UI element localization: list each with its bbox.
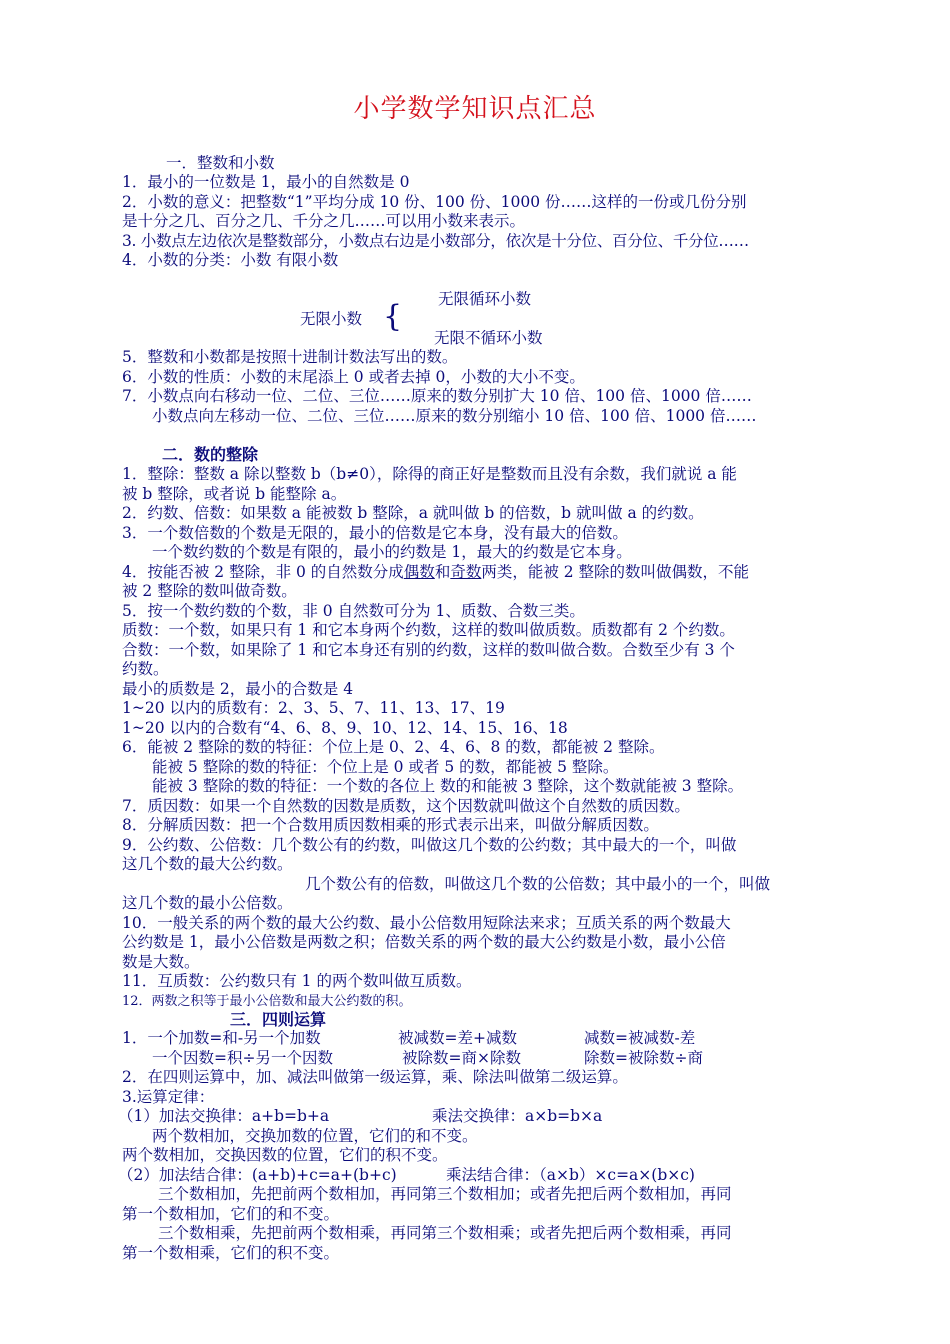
text-line: 两个数相加，交换加数的位置，它们的和不变。: [152, 1127, 478, 1145]
formula-text: 一个因数=积÷另一个因数: [152, 1049, 333, 1067]
formula-text: 除数=被除数÷商: [584, 1049, 703, 1067]
section1-heading: 一．整数和小数: [166, 154, 275, 172]
text-line: 6．能被 2 整除的数的特征：个位上是 0、2、4、6、8 的数，都能被 2 整除。: [122, 738, 665, 756]
text-line: 5．整数和小数都是按照十进制计数法写出的数。: [122, 348, 458, 366]
text-line: 7．质因数：如果一个自然数的因数是质数，这个因数就叫做这个自然数的质因数。: [122, 797, 690, 815]
section2-heading: 二．数的整除: [162, 445, 259, 464]
text-line: 数是大数。: [122, 953, 200, 971]
text-line: 这几个数的最大公约数。: [122, 855, 293, 873]
infinite-decimal-label: 无限小数: [300, 310, 363, 328]
text-line: 小数点向左移动一位、二位、三位……原来的数分别缩小 10 倍、100 倍、1000 倍……: [152, 407, 757, 425]
formula-text: 1．一个加数=和-另一个加数: [122, 1029, 321, 1047]
brace-icon: {: [383, 299, 403, 334]
section3-heading: 三．四则运算: [230, 1010, 327, 1029]
text-line: 2．小数的意义：把整数“1”平均分成 10 份、100 份、1000 份……这样的一份或几份分别: [122, 193, 747, 211]
text-span: 两类，能被 2 整除的数叫做偶数，不能: [481, 563, 750, 581]
text-line: 是十分之几、百分之几、千分之几……可以用小数来表示。: [122, 212, 526, 230]
text-line: 10．一般关系的两个数的最大公约数、最小公倍数用短除法来求；互质关系的两个数最大: [122, 914, 731, 932]
formula-text: （1）加法交换律：a+b=b+a: [118, 1107, 330, 1125]
underlined-term-even: 偶数: [403, 563, 435, 581]
text-line: 7．小数点向右移动一位、二位、三位……原来的数分别扩大 10 倍、100 倍、1000 倍……: [122, 387, 752, 405]
text-line: 4．小数的分类：小数 有限小数: [122, 251, 339, 269]
text-line: 质数：一个数，如果只有 1 和它本身两个约数，这样的数叫做质数。质数都有 2 个约数。: [122, 621, 735, 639]
text-line: 几个数公有的倍数，叫做这几个数的公倍数；其中最小的一个，叫做: [305, 875, 771, 893]
text-line: 两个数相加，交换因数的位置，它们的积不变。: [122, 1146, 448, 1164]
text-line: 3.运算定律：: [122, 1088, 215, 1106]
text-line: 一个数约数的个数是有限的，最小的约数是 1，最大的约数是它本身。: [152, 543, 632, 561]
text-line: 三个数相乘，先把前两个数相乘，再同第三个数相乘；或者先把后两个数相乘，再同: [158, 1224, 732, 1242]
text-line: 被 2 整除的数叫做奇数。: [122, 582, 297, 600]
text-line: 被 b 整除，或者说 b 能整除 a。: [122, 485, 347, 503]
text-line: 2．约数、倍数：如果数 a 能被数 b 整除，a 就叫做 b 的倍数，b 就叫做 a 的约数。: [122, 504, 704, 522]
text-line: 6．小数的性质：小数的末尾添上 0 或者去掉 0，小数的大小不变。: [122, 368, 585, 386]
text-line: 1．整除：整数 a 除以整数 b（b≠0），除得的商正好是整数而且没有余数，我们就说 a 能: [122, 465, 737, 483]
formula-text: 乘法交换律：a×b=b×a: [432, 1107, 603, 1125]
text-span: 和: [434, 563, 451, 581]
text-line: [122, 563, 749, 582]
text-line: 能被 5 整除的数的特征：个位上是 0 或者 5 的数，都能被 5 整除。: [152, 758, 619, 776]
text-line: 合数：一个数，如果除了 1 和它本身还有别的约数，这样的数叫做合数。合数至少有 3 个: [122, 641, 735, 659]
text-line: 能被 3 整除的数的特征：一个数的各位上 数的和能被 3 整除，这个数就能被 3 整除。: [152, 777, 744, 795]
text-line: 约数。: [122, 660, 169, 678]
text-line: 3. 小数点左边依次是整数部分，小数点右边是小数部分，依次是十分位、百分位、千分位……: [122, 232, 749, 250]
text-line: 最小的质数是 2，最小的合数是 4: [122, 680, 354, 698]
text-line: 12．两数之积等于最小公倍数和最大公约数的积。: [122, 994, 412, 1009]
nonrecurring-decimal-label: 无限不循环小数: [434, 329, 543, 347]
text-line: 9．公约数、公倍数：几个数公有的约数，叫做这几个数的公约数；其中最大的一个，叫做: [122, 836, 737, 854]
formula-text: 乘法结合律：（a×b）×c=a×(b×c): [446, 1166, 695, 1184]
text-line: 这几个数的最小公倍数。: [122, 894, 293, 912]
formula-text: 被减数=差+减数: [398, 1029, 517, 1047]
text-line: 11．互质数：公约数只有 1 的两个数叫做互质数。: [122, 972, 472, 990]
formula-text: （2）加法结合律：(a+b)+c=a+(b+c): [118, 1166, 397, 1184]
text-line: 3．一个数倍数的个数是无限的，最小的倍数是它本身，没有最大的倍数。: [122, 524, 628, 542]
underlined-term-odd: 奇数: [450, 563, 482, 581]
text-line: 8．分解质因数：把一个合数用质因数相乘的形式表示出来，叫做分解质因数。: [122, 816, 659, 834]
formula-text: 被除数=商×除数: [402, 1049, 521, 1067]
recurring-decimal-label: 无限循环小数: [438, 290, 532, 308]
text-line: 5．按一个数约数的个数，非 0 自然数可分为 1、质数、合数三类。: [122, 602, 585, 620]
page-title: 小学数学知识点汇总: [353, 94, 597, 124]
text-line: 第一个数相乘，它们的积不变。: [122, 1244, 340, 1262]
text-line: 三个数相加，先把前两个数相加，再同第三个数相加；或者先把后两个数相加，再同: [158, 1185, 732, 1203]
text-line: 1~20 以内的合数有“4、6、8、9、10、12、14、15、16、18: [122, 719, 568, 737]
text-line: 1．最小的一位数是 1，最小的自然数是 0: [122, 173, 410, 191]
text-line: 2．在四则运算中，加、减法叫做第一级运算，乘、除法叫做第二级运算。: [122, 1068, 628, 1086]
formula-text: 减数=被减数-差: [584, 1029, 696, 1047]
text-line: 第一个数相加，它们的和不变。: [122, 1205, 340, 1223]
text-line: 公约数是 1，最小公倍数是两数之积；倍数关系的两个数的最大公约数是小数，最小公倍: [122, 933, 726, 951]
text-span: 4．按能否被 2 整除，非 0 的自然数分成: [122, 563, 404, 581]
text-line: 1~20 以内的质数有：2、3、5、7、11、13、17、19: [122, 699, 505, 717]
